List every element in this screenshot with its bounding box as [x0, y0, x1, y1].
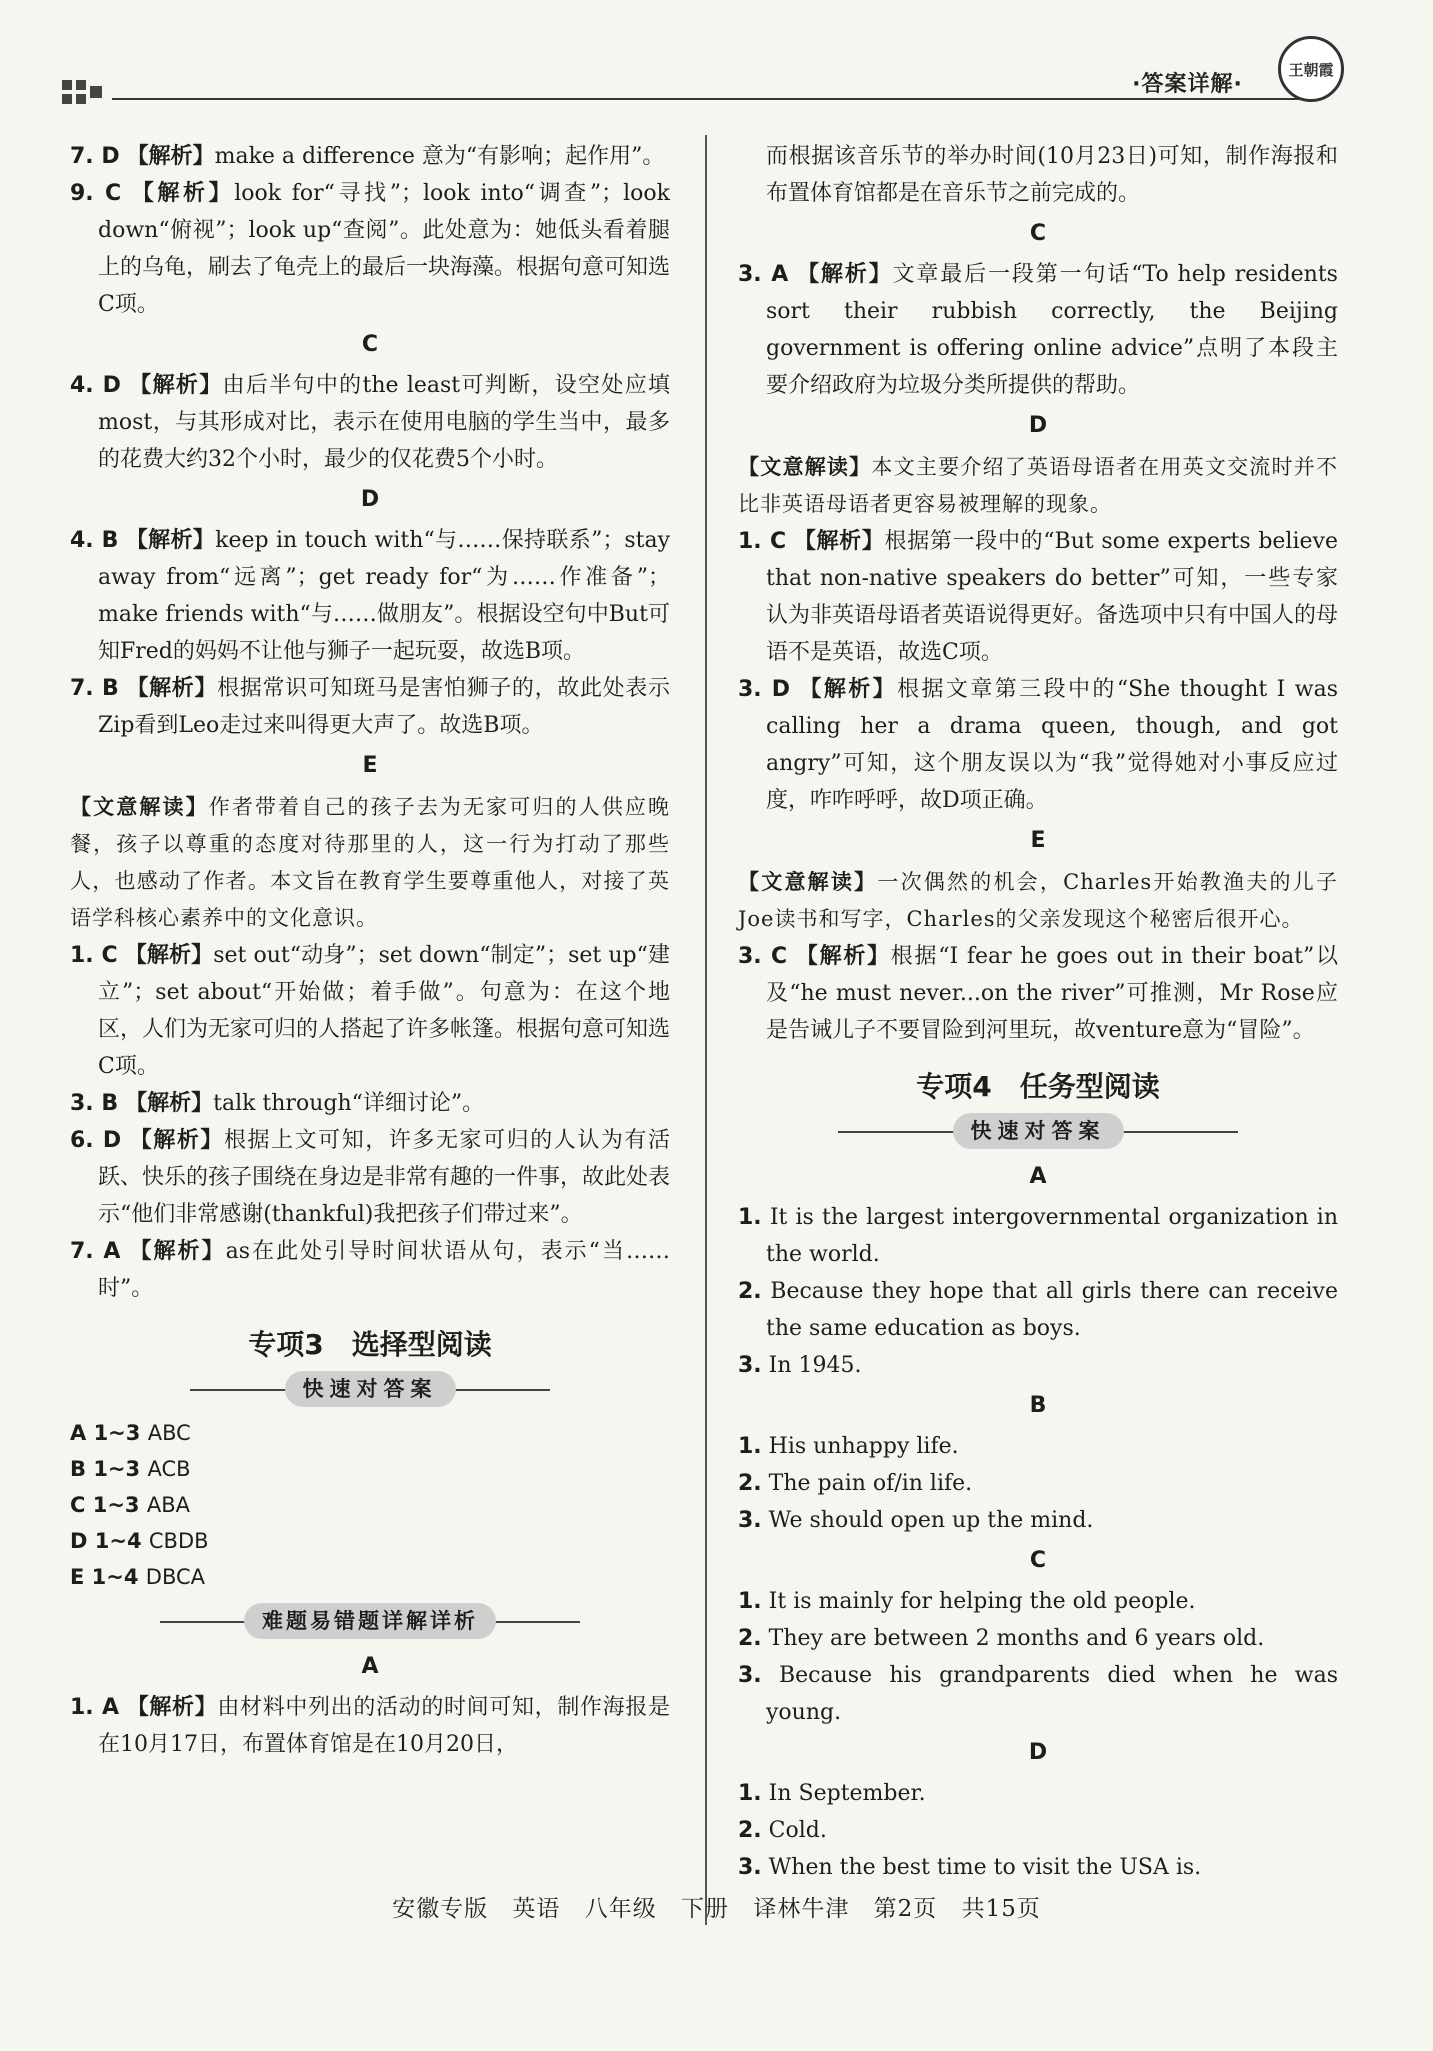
- task-answer: 1. It is mainly for helping the old people.: [738, 1589, 1196, 1614]
- column-divider: [705, 135, 707, 1925]
- passage-summary: 【文意解读】一次偶然的机会，Charles开始教渔夫的儿子Joe读书和写字，Charles的父亲发现这个秘密后很开心。: [738, 869, 1338, 931]
- task-answer: 3. Because his grandparents died when he was young.: [738, 1663, 1338, 1725]
- task-answer: 1. It is the largest intergovernmental organization in the world.: [738, 1205, 1338, 1267]
- hard-question-banner: 难题易错题详解详析: [70, 1603, 670, 1639]
- top-strip: [0, 0, 1433, 130]
- quick-answer-list: [70, 1415, 670, 1595]
- quick-answer-row: B 1~3 ACB: [70, 1457, 191, 1481]
- footer-grade: 八年级: [584, 1896, 657, 1922]
- answer-item: 9. C 【解析】look for“寻找”；look into“调查”；look down“俯视”；look up“查阅”。此处意为：她低头看着腿上的乌龟，刷去了龟壳上的最后一块海藻。根据句意可知选C项。: [70, 180, 671, 317]
- task-answer: 2. They are between 2 months and 6 years old.: [738, 1626, 1265, 1651]
- quick-answer-row: D 1~4 CBDB: [70, 1529, 209, 1553]
- corner-square: [90, 86, 102, 98]
- corner-square: [76, 94, 86, 104]
- corner-square: [62, 94, 72, 104]
- passage-letter: E: [1030, 828, 1046, 853]
- task-answer: 1. His unhappy life.: [738, 1434, 959, 1459]
- quick-answer-banner: 快速对答案: [70, 1371, 670, 1407]
- task-answer: 3. In 1945.: [738, 1353, 862, 1378]
- quick-answer-row: E 1~4 DBCA: [70, 1565, 206, 1589]
- task-group-letter: A: [1029, 1164, 1047, 1189]
- task-answer: 3. We should open up the mind.: [738, 1508, 1094, 1533]
- passage-letter: D: [1028, 413, 1048, 438]
- passage-letter: C: [1029, 221, 1047, 246]
- task-group-letter: B: [1029, 1393, 1047, 1418]
- quick-answer-row: C 1~3 ABA: [70, 1493, 190, 1517]
- passage-letter: D: [360, 487, 380, 512]
- corner-square: [76, 80, 86, 90]
- answer-item: 4. D 【解析】由后半句中的the least可判断，设空处应填most，与其形成对比，表示在使用电脑的学生当中，最多的花费大约32个小时，最少的仅花费5个小时。: [70, 372, 671, 472]
- answer-item: 1. C 【解析】set out“动身”；set down“制定”；set up“建立”；set about“开始做；着手做”。句意为：在这个地区，人们为无家可归的人搭起了许多帐篷。根据句意可知选C项。: [70, 942, 671, 1079]
- section-title: 专项4 任务型阅读: [916, 1070, 1160, 1103]
- task-answer: 1. In September.: [738, 1781, 926, 1806]
- task-group-letter: C: [1029, 1548, 1047, 1573]
- corner-square: [62, 80, 72, 90]
- passage-summary: 【文意解读】作者带着自己的孩子去为无家可归的人供应晚餐，孩子以尊重的态度对待那里的人，这一行为打动了那些人，也感动了作者。本文旨在教育学生要尊重他人，对接了英语学科核心素养中的文化意识。: [70, 794, 671, 930]
- answer-item: 4. B 【解析】keep in touch with“与……保持联系”；stay away from“远离”；get ready for“为……作准备”；make friends with“与……做朋友”。根据设空句中But可知Fred的妈妈不让他与狮子一起玩耍，故选B项。: [70, 527, 670, 664]
- answer-item: 3. D 【解析】根据文章第三段中的“She thought I was calling her a drama queen, though, and got angry”可知，这个朋友误以为“我”觉得她对小事反应过度，咋咋呼呼，故D项正确。: [738, 676, 1338, 813]
- quick-answer-row: A 1~3 ABC: [70, 1421, 191, 1445]
- answer-item: 3. A 【解析】文章最后一段第一句话“To help residents sort their rubbish correctly, the Beijing government is offering online advice”点明了本段主要介绍政府为垃圾分类所提供的帮助。: [738, 261, 1338, 398]
- answer-item: 7. A 【解析】as在此处引导时间状语从句，表示“当……时”。: [70, 1238, 670, 1301]
- answer-item: 1. C 【解析】根据第一段中的“But some experts believe that non-native speakers do better”可知，一些专家认为非英语母语者英语说得更好。备选项中只有中国人的母语不是英语，故选C项。: [738, 528, 1339, 665]
- footer-volume: 下册: [681, 1896, 730, 1922]
- passage-letter: C: [361, 332, 379, 357]
- answer-continuation: 而根据该音乐节的举办时间(10月23日)可知，制作海报和布置体育馆都是在音乐节之前完成的。: [766, 144, 1338, 206]
- answer-item: 6. D 【解析】根据上文可知，许多无家可归的人认为有活跃、快乐的孩子围绕在身边是非常有趣的一件事，故此处表示“他们非常感谢(thankful)我把孩子们带过来”。: [70, 1127, 671, 1227]
- task-group-letter: D: [1028, 1740, 1048, 1765]
- task-answer: 3. When the best time to visit the USA is.: [738, 1855, 1202, 1880]
- footer-page: 第2页: [873, 1896, 938, 1922]
- answer-item: 3. B 【解析】talk through“详细讨论”。: [70, 1090, 485, 1116]
- task-answer: 2. The pain of/in life.: [738, 1471, 973, 1496]
- passage-summary: 【文意解读】本文主要介绍了英语母语者在用英文交流时并不比非英语母语者更容易被理解的现象。: [738, 454, 1339, 516]
- footer-subject: 英语: [512, 1896, 561, 1922]
- answer-item: 7. B 【解析】根据常识可知斑马是害怕狮子的，故此处表示Zip看到Leo走过来叫得更大声了。故选B项。: [70, 675, 670, 738]
- task-answer: 2. Cold.: [738, 1818, 827, 1843]
- section-title: 专项3 选择型阅读: [248, 1328, 492, 1361]
- passage-letter: E: [362, 753, 378, 778]
- quick-answer-banner: 快速对答案: [738, 1113, 1338, 1149]
- footer-total: 共15页: [961, 1896, 1041, 1922]
- page-footer: [0, 1890, 1433, 1923]
- footer-edition: 安徽专版: [392, 1896, 489, 1922]
- footer-publisher: 译林牛津: [753, 1896, 850, 1922]
- brand-logo-icon: 王朝霞: [1278, 36, 1344, 102]
- right-column: [738, 138, 1338, 1886]
- passage-letter: A: [361, 1654, 379, 1679]
- header-title: ·答案详解·: [1132, 72, 1243, 97]
- answer-item: 7. D 【解析】make a difference 意为“有影响；起作用”。: [70, 143, 665, 169]
- task-answer: 2. Because they hope that all girls there can receive the same education as boys.: [738, 1279, 1338, 1341]
- left-column: [70, 138, 670, 1763]
- answer-item: 3. C 【解析】根据“I fear he goes out in their boat”以及“he must never...on the river”可推测，Mr Rose应是告诫儿子不要冒险到河里玩，故venture意为“冒险”。: [738, 943, 1338, 1043]
- answer-item: 1. A 【解析】由材料中列出的活动的时间可知，制作海报是在10月17日，布置体育馆是在10月20日，: [70, 1694, 670, 1757]
